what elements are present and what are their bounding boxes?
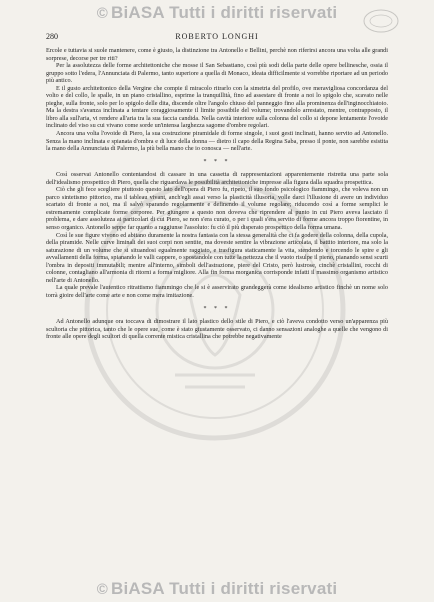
paragraph: Ancora una volta l'ovoide di Piero, la sua costruzione piramidale di forme singole, i suoi gesti inclinati, hanno servito ad Antonello. Senza la mano inclinata e spianata d'ombra e di luce della donna — dietro il capo della Regina Saba, presso il ponte, non sarebbe esistita la mano della Annunciata di Palermo, la più bella mano che io conosca — nell'arte. (46, 130, 388, 153)
watermark-bottom (0, 578, 434, 600)
article-body (46, 47, 388, 341)
copyright-symbol: © (96, 4, 108, 22)
running-head: ROBERTO LONGHI (175, 32, 259, 41)
paragraph: Ciò che gli fece scegliere piuttosto questo lato dell'opera di Piero fu, ripeto, il suo fondo psicologico fiammingo, che voleva non un parco sintetismo pittorico, ma il tableau vivant, anch'egli assai verso la plasticità illusoria, volle darci l'illusione di avere un individuo scartato di fronte a noi, ma il salvò sparando regolarmente e definendo il volume regolare; riducendo così a forme semplici le estremamente complicate forme corporee. Per giungere a questo non doveva che riprendere al punto in cui Piero aveva lasciato il problema, e dare assoluteza ai particolari di cui Piero, se non s'era curato, o per i quali s'era servito di forme ancora troppo fiorentine, in senso organico. Antonello seppe far quanto a raggiunse l'assoluto: fu ciò il più disperato prospettico della forma umana. (46, 186, 388, 232)
paragraph: Così osservai Antonello contentandosi di cassare in una cassetta di rappresentazioni apparentemente ristretta una parte sola dell'idealismo prospettico di Piero, quella che riguardava le possibilità architettoniche impresse alla figura dalla squadra prospettica. (46, 171, 388, 186)
paragraph: Ercole e tuttavia si suole mantenere, come è giusto, la distinzione tra Antonello e Bellini, perchè non riferirsi ancora una volta alle grandi sorprese, decorse per tre riti? (46, 47, 388, 62)
section-separator: * * * (203, 158, 231, 165)
section-separator: * * * (203, 305, 231, 312)
paragraph: Per la assolutezza delle forme architettoniche che mosse il San Sebastiano, così più sodi della parte delle opere bellinesche, ossia il gruppo sotto l'edera, l'Annunciata di Palermo, tanto superiore a quella di Monaco, ideata difficilmente si vorrebbe riportare ad un periodo più antico. (46, 62, 388, 85)
paragraph: Ad Antonello adunque ora toccava di dimostrare il lato plastico dello stile di Piero, e ciò l'aveva condotto verso un'apparenza più scultoria che pittorica, tanto che le opere sue, come è stato giustamente osservato, ci danno sensazioni analoghe a quelle che vengono di fronte alle opere degli scultori di quella corrente mistica cristallina che potrebbe negativamente (46, 318, 388, 341)
copyright-symbol: © (96, 580, 108, 598)
paragraph: La quale prevale l'autentico ritrattismo fiammingo che le si è asservirato grandeggerà come idealismo artistico finchè un nome solo torrà gioire dell'arte come arte e non come mera imitazione. (46, 284, 388, 299)
paragraph: E il gusto architettonico della Vergine che compie il miracolo ritrarlo con la simetria del profilo, ove meravigliosa concordanza del volto e del collo, le spalle, in un piano cristallino, esprime la tranquillità, fino ad assestare di fronte a noi lo spigolo che, scavato nelle pieghe, sulla fronte, solo per lo spigolo delle dita, discende oltre l'angolo chiuso del panneggio fino alla prominenza dell'inginocchiatoio. Ma la destra s'avanza inclinata a tentare coraggiosamente il limite possibile del volume; trovandolo arrestato, mentre, contrapposto, il libro alla sull'aria, vi rendere all'aria tra la sua faccia candida. Nella cavità interiore sulla colonna del collo si depone lentamente l'ovoide inclinato del viso su cui vivano come sorde un'intensa larghezza sagome d'ombre regolari. (46, 84, 388, 130)
watermark-text-bottom: BiASA Tutti i diritti riservati (110, 579, 338, 598)
paragraph: Così le sue figure vivono ed abitano duramente la nostra fantasia con la stessa generalità che ci fa godere della colonna, della cupola, della piramide. Nelle curve liminali dei suoi corpi non sentite, ma doveste sentire la vibrazione articolata, il battito interiore, ma solo la saturazione di un volume che si situandosi egualmente raggiato, e trasfigura staticamente la vita, stendendo e torcendo le spire e gli avvallamenti della forma, spianando le valli cappere, o spostandole con tutte la nettezza che il vuoto risulpe il pieno, pianando sensi scurti l'ombra in depositi immutabili; mentre all'interno, simboli dell'astrazione, piere del Cristo, però lustrose, cinchè cristallini, rocchi di colonne, contagliano all'armonia di ritorni a forma migliore. Alla fin forma morganica corrisponde infatti il massimo organismo artistico nell'arte di Antonello. (46, 231, 388, 284)
watermark-text-top: BiASA Tutti i diritti riservati (110, 3, 338, 22)
page-header (46, 32, 388, 44)
page-number: 280 (46, 32, 58, 41)
library-stamp-icon (362, 8, 400, 34)
